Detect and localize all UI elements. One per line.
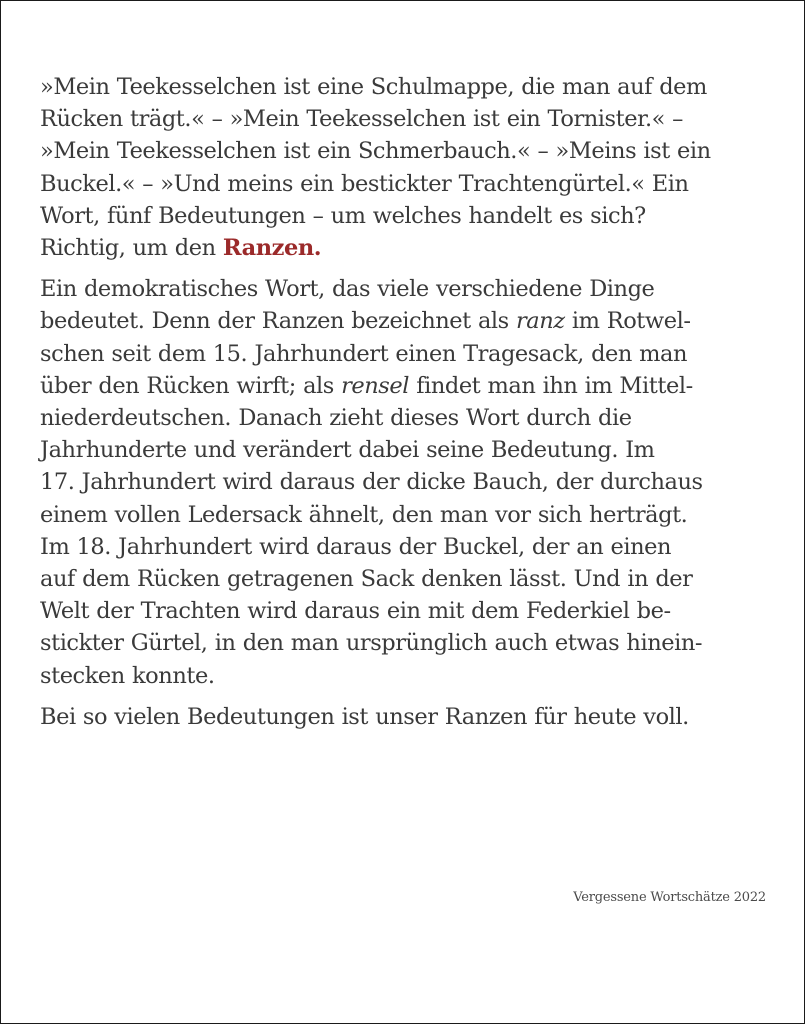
text-line: 17. Jahrhundert wird daraus der dicke Bauch, der durchaus — [40, 469, 703, 496]
text-fragment: im Rotwel- — [564, 308, 691, 335]
italic-term: ranz — [515, 308, 565, 335]
text-line: »Mein Teekesselchen ist ein Schmerbauch.« – »Meins ist ein — [40, 138, 711, 165]
text-fragment: Richtig, um den — [40, 235, 223, 262]
text-fragment: über den Rücken wirft; als — [40, 372, 342, 399]
text-line: Buckel.« – »Und meins ein bestickter Trachtengürtel.« Ein — [40, 170, 689, 197]
paragraph-etymology — [40, 273, 770, 692]
text-line — [40, 232, 770, 264]
text-line — [40, 370, 770, 402]
text-line: Im 18. Jahrhundert wird daraus der Buckel, der an einen — [40, 533, 672, 560]
italic-term: rensel — [341, 372, 409, 399]
text-line: Jahrhunderte und verändert dabei seine Bedeutung. Im — [40, 437, 655, 464]
text-fragment: findet man ihn im Mittel- — [409, 372, 693, 399]
paragraph-closing — [40, 701, 770, 733]
text-line: Welt der Trachten wird daraus ein mit dem Federkiel be- — [40, 598, 671, 625]
text-line: »Mein Teekesselchen ist eine Schulmappe, die man auf dem — [40, 74, 707, 100]
text-line: Bei so vielen Bedeutungen ist unser Ranzen für heute voll. — [40, 703, 689, 730]
text-line: schen seit dem 15. Jahrhundert einen Tragesack, den man — [40, 340, 688, 367]
text-line: Rücken trägt.« – »Mein Teekesselchen ist ein Tornister.« – — [40, 106, 683, 133]
text-line: stickter Gürtel, in den man ursprünglich auch etwas hinein- — [40, 630, 703, 657]
text-line: stecken konnte. — [40, 662, 215, 689]
text-line: niederdeutschen. Danach zieht dieses Wort durch die — [40, 405, 632, 432]
paragraph-intro — [40, 71, 770, 264]
text-line: auf dem Rücken getragenen Sack denken lässt. Und in der — [40, 566, 693, 593]
text-line: Wort, fünf Bedeutungen – um welches handelt es sich? — [40, 202, 646, 229]
text-line — [40, 305, 770, 337]
keyword-highlight: Ranzen. — [222, 235, 322, 262]
text-line: Ein demokratisches Wort, das viele verschiedene Dinge — [40, 276, 655, 303]
text-fragment: bedeutet. Denn der Ranzen bezeichnet als — [40, 308, 516, 335]
text-line: einem vollen Ledersack ähnelt, den man vor sich herträgt. — [40, 501, 688, 528]
article-body — [40, 71, 770, 742]
footer-caption: Vergessene Wortschätze 2022 — [573, 890, 766, 905]
